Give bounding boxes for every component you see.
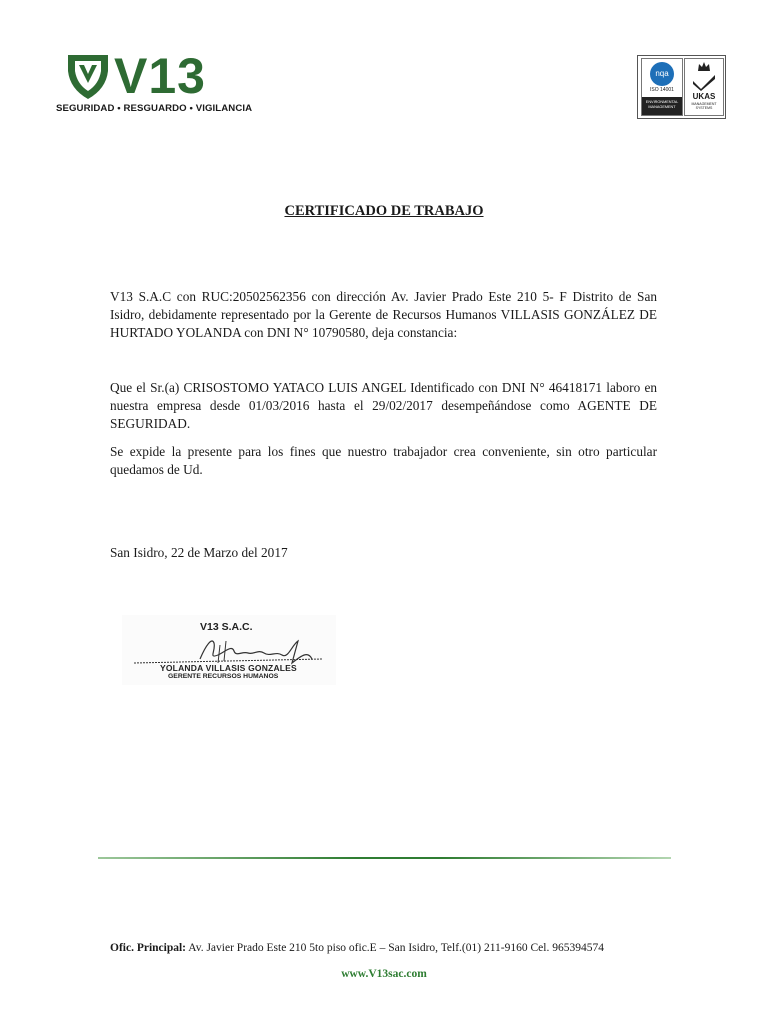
brand-name: V13 xyxy=(114,48,206,104)
footer-address-label: Ofic. Principal: xyxy=(110,942,187,954)
signature-company: V13 S.A.C. xyxy=(200,621,253,633)
footer-divider xyxy=(98,857,671,859)
checkmark-icon xyxy=(691,73,717,91)
iso-caption: ENVIRONMENTAL MANAGEMENT xyxy=(642,97,682,115)
ukas-logo: UKAS xyxy=(692,92,716,101)
signatory-role: GERENTE RECURSOS HUMANOS xyxy=(168,673,279,680)
nqa-logo: nqa xyxy=(650,62,674,86)
ukas-caption: MANAGEMENT SYSTEMS xyxy=(691,102,717,110)
issue-date: San Isidro, 22 de Marzo del 2017 xyxy=(110,545,288,560)
signature-stamp xyxy=(122,615,336,685)
intro-paragraph: V13 S.A.C con RUC:20502562356 con dirección Av. Javier Prado Este 210 5- F Distrito de San Isidro, debidamente representado por la Gerente de Recursos Humanos VILLASIS GONZÁLEZ DE HURTADO YOLANDA con DNI N° 10790580, deja constancia: xyxy=(110,289,657,340)
brand-tagline: SEGURIDAD • RESGUARDO • VIGILANCIA xyxy=(56,103,253,114)
certification-badges xyxy=(637,55,726,119)
shield-icon xyxy=(66,53,110,101)
document-title: CERTIFICADO DE TRABAJO xyxy=(284,203,484,219)
crown-icon xyxy=(697,61,711,73)
employment-paragraph: Que el Sr.(a) CRISOSTOMO YATACO LUIS ANGEL Identificado con DNI N° 46418171 laboro en nuestra empresa desde 01/03/2016 hasta el 29/02/2017 desempeñándose como AGENTE DE SEGURIDAD. xyxy=(110,380,657,431)
ukas-badge xyxy=(684,58,724,116)
iso-14001-badge xyxy=(641,58,683,116)
closing-paragraph: Se expide la presente para los fines que nuestro trabajador crea conveniente, sin otro particular quedamos de Ud. xyxy=(110,444,657,477)
footer-website-link[interactable]: www.V13sac.com xyxy=(341,968,427,980)
iso-standard: ISO 14001 xyxy=(650,87,674,93)
company-logo xyxy=(56,48,256,122)
footer-address-text: Av. Javier Prado Este 210 5to piso ofic.E – San Isidro, Telf.(01) 211-9160 Cel. 965394574 xyxy=(186,942,604,954)
footer-address xyxy=(110,942,604,954)
signatory-name: YOLANDA VILLASIS GONZALES xyxy=(160,663,297,673)
